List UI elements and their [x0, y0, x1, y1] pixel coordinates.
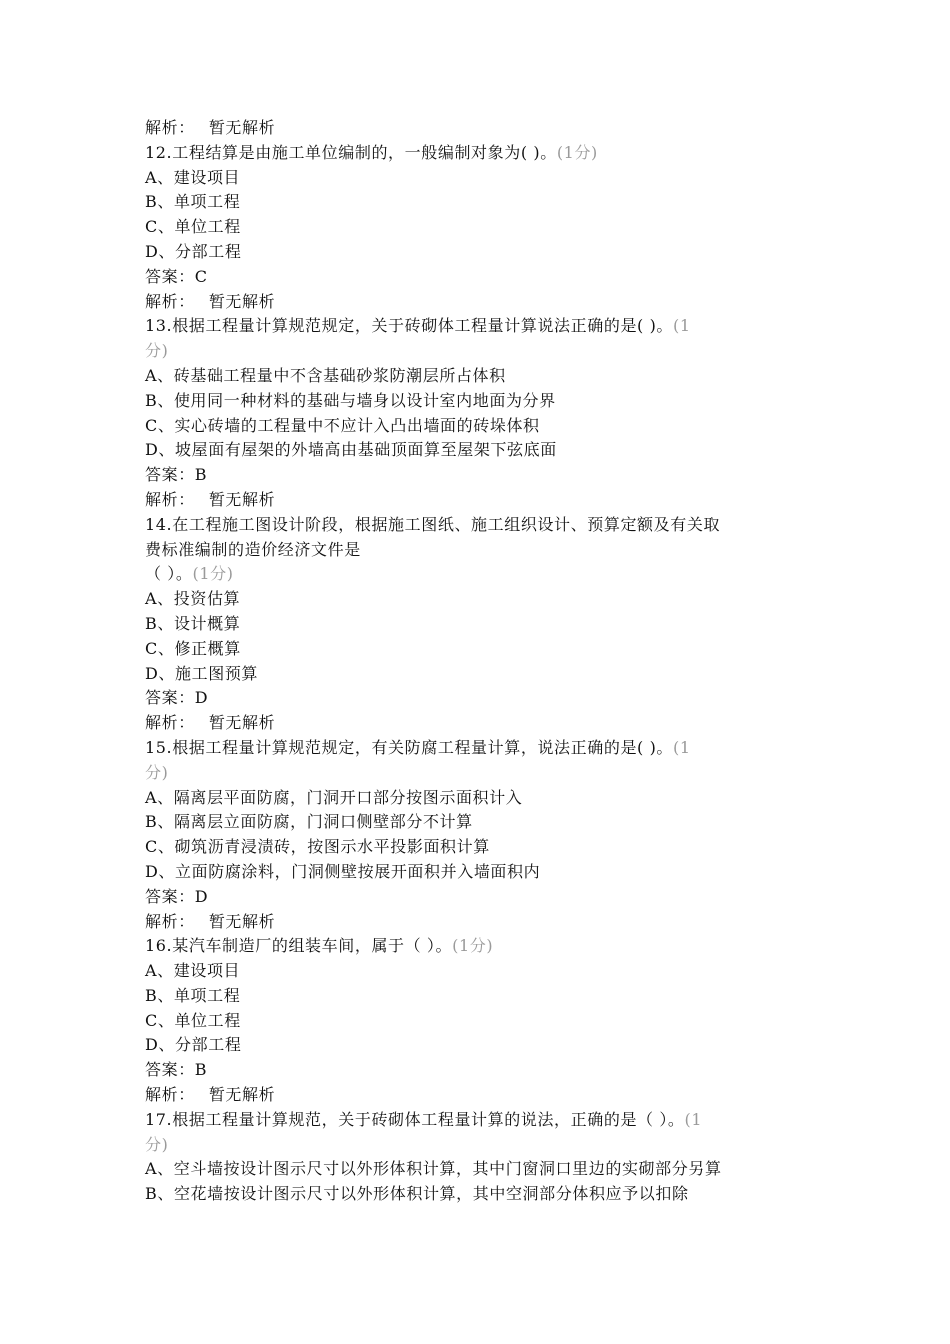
option: D、分部工程 — [145, 1035, 242, 1055]
analysis-label: 解析： — [145, 1085, 195, 1105]
analysis-line — [145, 1083, 815, 1108]
option: B、空花墙按设计图示尺寸以外形体积计算，其中空洞部分体积应予以扣除 — [145, 1184, 689, 1204]
analysis-text: 暂无解析 — [208, 118, 276, 137]
analysis-label: 解析： — [145, 291, 195, 311]
option: C、单位工程 — [145, 217, 241, 237]
option: C、修正概算 — [145, 638, 241, 658]
question-stem-continued: 费标准编制的造价经济文件是 — [145, 539, 361, 559]
analysis-label: 解析： — [145, 713, 195, 733]
question-score-continued: 分) — [145, 1134, 169, 1154]
question-score: (1 — [673, 316, 691, 336]
answer: 答案：B — [145, 1060, 208, 1080]
answer: 答案：C — [145, 266, 208, 286]
option: A、建设项目 — [145, 167, 241, 187]
question-score: (1分) — [192, 564, 234, 584]
option: A、建设项目 — [145, 961, 241, 981]
document-page — [145, 116, 815, 1207]
option: A、空斗墙按设计图示尺寸以外形体积计算，其中门窗洞口里边的实砌部分另算 — [145, 1159, 722, 1179]
question-score: (1 — [673, 737, 691, 757]
analysis-text: 暂无解析 — [208, 291, 276, 311]
analysis-text: 暂无解析 — [208, 911, 276, 931]
option: B、单项工程 — [145, 192, 241, 212]
option: A、投资估算 — [145, 589, 241, 609]
question-stem-tail: （ ）。(1分) — [145, 564, 234, 584]
question-score: (1分) — [452, 936, 494, 956]
option: C、砌筑沥青浸渍砖，按图示水平投影面积计算 — [145, 837, 490, 857]
option: B、设计概算 — [145, 613, 241, 633]
question-stem: 14.在工程施工图设计阶段，根据施工图纸、施工组织设计、预算定额及有关取 — [145, 514, 721, 534]
analysis-label: 解析： — [145, 118, 195, 137]
question-stem: 13.根据工程量计算规范规定，关于砖砌体工程量计算说法正确的是( )。(1 — [145, 316, 691, 336]
option: D、分部工程 — [145, 241, 242, 261]
option: B、使用同一种材料的基础与墙身以设计室内地面为分界 — [145, 390, 556, 410]
analysis-line — [145, 711, 815, 736]
question-stem: 16.某汽车制造厂的组装车间，属于（ ）。(1分) — [145, 936, 494, 956]
analysis-text: 暂无解析 — [208, 489, 276, 509]
option: C、单位工程 — [145, 1010, 241, 1030]
answer: 答案：D — [145, 886, 209, 906]
answer: 答案：B — [145, 465, 208, 485]
question-stem: 12.工程结算是由施工单位编制的，一般编制对象为( )。(1分) — [145, 142, 598, 162]
option: C、实心砖墙的工程量中不应计入凸出墙面的砖垛体积 — [145, 415, 540, 435]
question-stem: 15.根据工程量计算规范规定，有关防腐工程量计算，说法正确的是( )。(1 — [145, 737, 691, 757]
analysis-line — [145, 290, 815, 315]
question-stem: 17.根据工程量计算规范，关于砖砌体工程量计算的说法，正确的是（ ）。(1 — [145, 1109, 703, 1129]
question-score-continued: 分) — [145, 341, 169, 361]
answer: 答案：D — [145, 688, 209, 708]
analysis-label: 解析： — [145, 489, 195, 509]
question-score: (1分) — [556, 142, 598, 162]
analysis-text: 暂无解析 — [208, 713, 276, 733]
analysis-line — [145, 910, 815, 935]
analysis-line — [145, 116, 815, 141]
option: A、隔离层平面防腐，门洞开口部分按图示面积计入 — [145, 787, 523, 807]
option: D、立面防腐涂料，门洞侧壁按展开面积并入墙面积内 — [145, 861, 541, 881]
analysis-label: 解析： — [145, 911, 195, 931]
option: B、单项工程 — [145, 985, 241, 1005]
analysis-text: 暂无解析 — [208, 1085, 276, 1105]
question-score: (1 — [684, 1109, 703, 1129]
option: B、隔离层立面防腐，门洞口侧壁部分不计算 — [145, 812, 473, 832]
option: D、坡屋面有屋架的外墙高由基础顶面算至屋架下弦底面 — [145, 440, 557, 460]
question-score-continued: 分) — [145, 762, 169, 782]
analysis-line — [145, 488, 815, 513]
option: A、砖基础工程量中不含基础砂浆防潮层所占体积 — [145, 365, 506, 385]
option: D、施工图预算 — [145, 663, 259, 683]
